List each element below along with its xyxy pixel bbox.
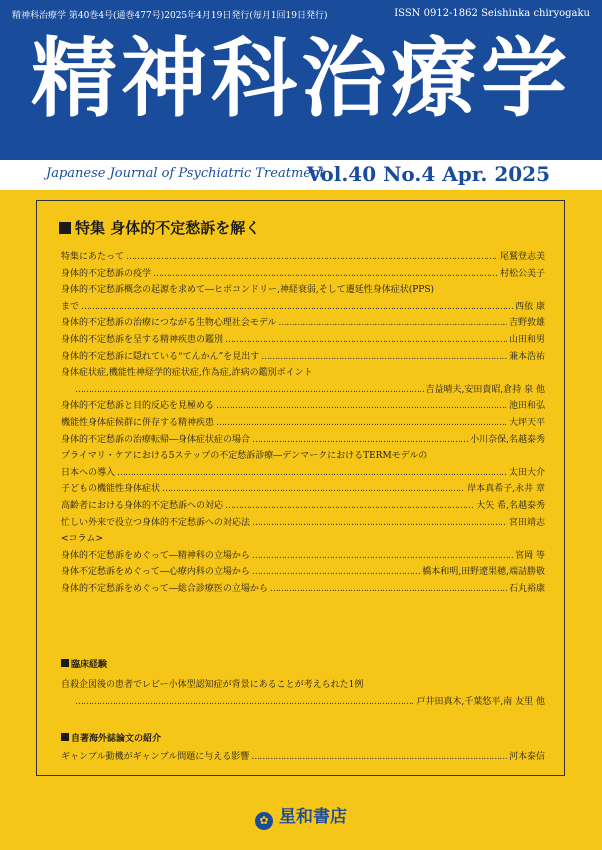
article-author: 宮岡 等 — [515, 550, 545, 561]
article-author: 大矢 希,名越泰秀 — [476, 500, 545, 511]
article-title: 子どもの機能性身体症状 — [61, 484, 161, 495]
volume-info: Vol.40 No.4 Apr. 2025 — [306, 162, 550, 186]
article-title: 身体的不定愁訴の治療につながる生物心理社会モデル — [61, 318, 277, 329]
publisher-name: 星和書店 — [279, 807, 347, 827]
article-title: 身体的不定愁訴概念の起源を求めて―ヒポコンドリー,神経衰弱,そして遷延性身体症状(PPS) — [61, 285, 435, 296]
overseas-heading: 自著海外誌論文の紹介 — [61, 731, 161, 744]
dot-leader — [153, 266, 498, 283]
article-title: 特集にあたって — [61, 252, 125, 262]
article-author: 岸本真希子,永井 章 — [467, 484, 545, 495]
dot-leader — [162, 481, 465, 498]
article-title: 身体的不定愁訴を呈する精神疾患の鑑別 — [61, 334, 224, 345]
english-title: Japanese Journal of Psychiatric Treatment — [46, 166, 325, 181]
article-title: 身体的不定愁訴をめぐって―総合診療医の立場から — [61, 583, 268, 594]
dot-leader — [75, 694, 415, 711]
clinical-heading: 臨床経験 — [61, 657, 107, 670]
dot-leader — [252, 564, 420, 581]
dot-leader — [117, 465, 507, 482]
article-title: 日本への導入 — [61, 467, 116, 478]
article-title: 身体不定愁訴をめぐって―心療内科の立場から — [61, 567, 250, 578]
article-title: プライマリ・ケアにおける5ステップの不定愁訴診療―デンマークにおけるTERMモデルの — [61, 451, 428, 462]
article-author: 橋本和明,田野遼果穂,端詰勝敬 — [422, 567, 545, 578]
contents-row — [61, 548, 545, 565]
square-bullet-icon — [61, 733, 69, 741]
article-title: まで — [61, 301, 80, 312]
dot-leader — [252, 548, 513, 565]
article-author: 河本泰信 — [508, 752, 545, 762]
contents-row — [61, 282, 545, 299]
square-bullet-icon — [61, 659, 69, 667]
contents-row — [61, 481, 545, 498]
article-author: 兼本浩祐 — [508, 351, 545, 362]
article-author: 尾鷲登志美 — [499, 252, 545, 262]
dot-leader — [252, 515, 507, 532]
contents-row — [61, 315, 545, 332]
article-title: 忙しい外来で役立つ身体的不定愁訴への対応法 — [61, 517, 251, 528]
overseas-list — [61, 749, 545, 766]
header — [0, 0, 602, 160]
contents-row — [61, 465, 545, 482]
dot-leader — [225, 498, 474, 515]
article-title: 自殺企図後の患者でレビー小体型認知症が背景にあることが考えられた1例 — [61, 680, 364, 690]
article-author: 太田大介 — [508, 467, 545, 478]
contents-row — [61, 498, 545, 515]
subtitle-strip — [0, 160, 602, 190]
contents-row — [61, 432, 545, 449]
dot-leader — [126, 249, 498, 266]
dot-leader — [251, 749, 507, 766]
article-title: 身体的不定愁訴と目的反応を見極める — [61, 401, 215, 412]
dot-leader — [81, 299, 513, 316]
issue-meta: 精神科治療学 第40巻4号(通巻477号)2025年4月19日発行(毎月1回19日発行) — [12, 11, 328, 21]
contents-row — [61, 382, 545, 399]
journal-title: 精神科治療学 — [31, 29, 571, 129]
contents-row — [61, 694, 545, 711]
dot-leader — [261, 349, 507, 366]
article-author: 山田和男 — [508, 334, 545, 345]
contents-row — [61, 564, 545, 581]
contents-row — [61, 332, 545, 349]
contents-row — [61, 299, 545, 316]
contents-row — [61, 266, 545, 283]
article-title: 身体症状症,機能性神経学的症状症,作為症,詐病の鑑別ポイント — [61, 368, 313, 379]
contents-row — [61, 515, 545, 532]
dot-leader — [278, 315, 507, 332]
article-title: 身体的不定愁訴の治療転帰―身体症状症の場合 — [61, 434, 251, 445]
contents-row — [61, 415, 545, 432]
dot-leader — [216, 415, 507, 432]
article-title: 身体的不定愁訴の疫学 — [61, 268, 152, 279]
article-author: 宮田靖志 — [508, 517, 545, 528]
contents-box — [36, 200, 565, 776]
article-title: 身体的不定愁訴に隠れている“てんかん”を見出す — [61, 351, 260, 362]
issn: ISSN 0912-1862 Seishinka chiryogaku — [394, 8, 590, 19]
dot-leader — [216, 398, 507, 415]
article-author: 村松公美子 — [499, 268, 545, 279]
contents-row — [61, 365, 545, 382]
contents-row — [61, 349, 545, 366]
publisher — [0, 802, 602, 830]
dot-leader — [225, 332, 507, 349]
contents-row — [61, 677, 545, 694]
contents-row — [61, 749, 545, 766]
article-title: 身体的不定愁訴をめぐって―精神科の立場から — [61, 550, 250, 561]
article-author: 池田和弘 — [508, 401, 545, 412]
dot-leader — [252, 432, 468, 449]
contents-row — [61, 581, 545, 598]
contents-row — [61, 531, 545, 548]
article-author: 小川奈保,名越泰秀 — [470, 434, 545, 445]
article-author: 西依 康 — [515, 301, 545, 312]
article-title: 高齢者における身体的不定愁訴への対応 — [61, 500, 224, 511]
contents-row — [61, 249, 545, 266]
article-title: <コラム> — [61, 534, 103, 545]
square-bullet-icon — [59, 222, 71, 234]
article-author: 大坪天平 — [508, 417, 545, 428]
article-author: 吉益晴夫,安田貴昭,倉持 泉 他 — [425, 384, 545, 395]
article-title: ギャンブル動機がギャンブル問題に与える影響 — [61, 752, 250, 762]
feature-list — [61, 249, 545, 597]
article-title: 機能性身体症候群に併存する精神疾患 — [61, 417, 215, 428]
article-author: 戸井田真木,千葉悠平,南 友里 他 — [416, 696, 545, 707]
contents-row — [61, 398, 545, 415]
dot-leader — [270, 581, 507, 598]
clinical-list — [61, 677, 545, 710]
feature-heading: 特集 身体的不定愁訴を解く — [59, 217, 260, 238]
contents-row — [61, 448, 545, 465]
article-author: 石丸裕康 — [508, 583, 545, 594]
article-author: 吉野敦雄 — [508, 318, 545, 329]
seiwa-logo-icon: ✿ — [255, 812, 273, 830]
dot-leader — [75, 382, 424, 399]
